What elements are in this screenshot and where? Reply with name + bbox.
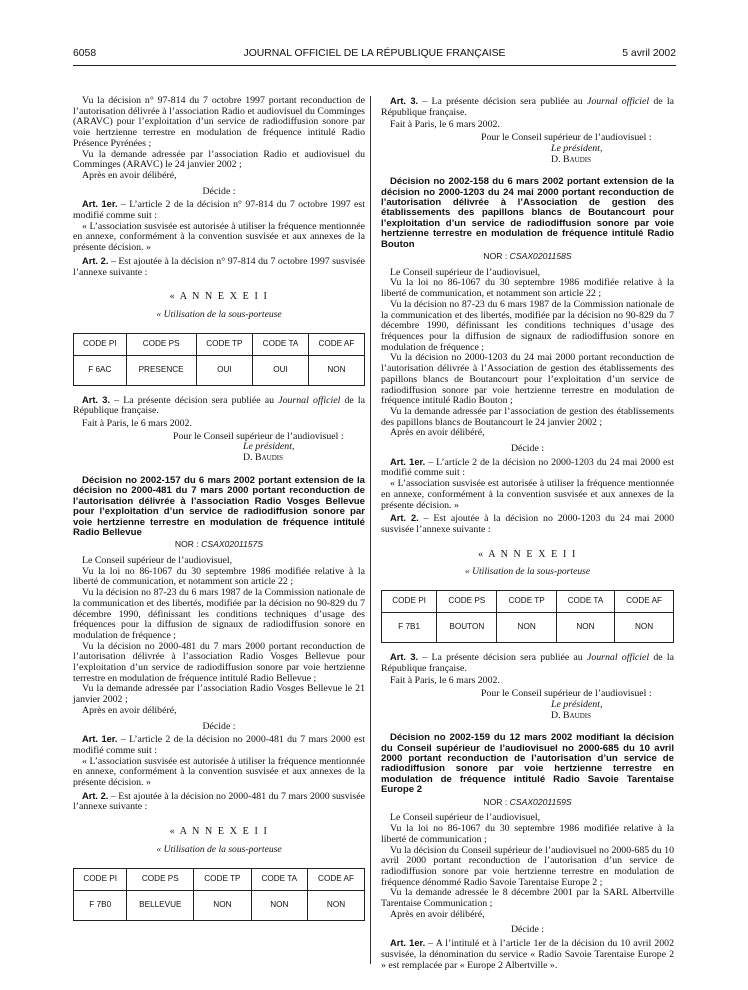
table-cell: NON xyxy=(308,355,364,385)
paragraph: Vu la demande adressée par l’association de gestion des établissements des papillons blancs de Boutancourt le 24 janvier 2002 ; xyxy=(381,405,674,428)
table-cell: OUI xyxy=(253,355,309,385)
table-cell: NON xyxy=(308,890,365,920)
decide-heading: Décide : xyxy=(510,443,545,455)
article-3 xyxy=(381,96,674,118)
done-at: Fait à Paris, le 6 mars 2002. xyxy=(82,418,192,430)
signature-line: Pour le Conseil supérieur de l’audiovisuel : xyxy=(173,430,344,442)
table-cell: F 7B1 xyxy=(382,613,437,643)
article-text: – Est ajoutée à la décision no 2000-481 du 7 mars 2000 susvisée l’annexe suivante : xyxy=(73,790,365,813)
table-cell: F 6AC xyxy=(74,355,127,385)
column-divider xyxy=(370,96,371,964)
nor-reference xyxy=(73,539,365,550)
signature-line: Pour le Conseil supérieur de l’audiovisuel : xyxy=(481,688,652,700)
article-2 xyxy=(381,513,674,535)
table-cell: F 7B0 xyxy=(74,890,127,920)
article-text: de la République française. xyxy=(381,96,674,118)
header-rule xyxy=(73,65,676,66)
signature-name: D. Baudis xyxy=(551,709,591,721)
decision-title: Décision no 2002-158 du 6 mars 2002 portant extension de la décision no 2000-1203 du 24 mai 2000 portant reconduction de l’autorisation délivrée à l’Association de gestion des établissements des papillons blancs de Boutancourt pour l’exploitation d’un service de radiodiffusion sonore par voie hertzienne terrestre en modulation de fréquence intitulé Radio Bouton xyxy=(381,176,674,250)
article-quote: « L’association susvisée est autorisée à utiliser la fréquence mentionnée en annexe, conformément à la convention susvisée et aux annexes de la présente décision. » xyxy=(73,755,365,789)
signature-title xyxy=(381,144,674,155)
table-header-row xyxy=(382,591,674,613)
table-header: CODE TA xyxy=(253,333,309,355)
table-header: CODE PS xyxy=(437,591,497,613)
article-label: Art. 2. xyxy=(390,513,419,524)
table-header: CODE TP xyxy=(196,333,253,355)
article-label: Art. 3. xyxy=(390,96,419,106)
article-3 xyxy=(73,395,365,417)
article-text: – La présente décision sera publiée au xyxy=(418,96,587,107)
paragraph: Vu la décision no 87-23 du 6 mars 1987 de la Commission nationale de la communication et des libertés, modifiée par la décision no 90-829 du 7 décembre 1990, définissant les conditions techniques d’usage des fréquences pour la diffusion de signaux de radiodiffusion sonore en modulation de fréquence ; xyxy=(73,587,365,641)
paragraph: Après en avoir délibéré, xyxy=(390,427,485,439)
paragraph: Vu la décision n° 97-814 du 7 octobre 1997 portant reconduction de l’autorisation délivrée à l’association Radio et audiovisuel du Comminges (ARAVC) pour l’exploitation d’un service de radiodiffusion sonore par voie hertzienne terrestre en modulation de fréquence intitulé Radio Présence Pyrénées ; xyxy=(73,95,365,149)
article-2 xyxy=(73,791,365,813)
annexe-title: « A N N E X E I I xyxy=(169,826,269,838)
article-1 xyxy=(381,457,674,479)
article-label: Art. 3. xyxy=(82,394,111,405)
signature-name: D. Baudis xyxy=(551,153,591,165)
article-text: – L’article 2 de la décision no 2000-481 du 7 mars 2000 est modifié comme suit : xyxy=(73,734,365,756)
paragraph: Après en avoir délibéré, xyxy=(390,908,485,920)
article-text: – Est ajoutée à la décision n° 97-814 du 7 octobre 1997 susvisée l’annexe suivante : xyxy=(73,255,365,278)
nor-label: NOR : xyxy=(483,251,510,262)
decision-title: Décision no 2002-157 du 6 mars 2002 portant extension de la décision no 2000-481 du 7 mars 2000 portant reconduction de l’autorisation délivrée à l’association Radio Vosges Bellevue pour l’exploitation d’un service de radiodiffusion sonore par voie hertzienne terrestre en modulation de fréquence intitulé Radio Bellevue xyxy=(73,474,365,538)
journal-name: Journal officiel xyxy=(586,652,650,664)
table-header-row xyxy=(74,333,365,355)
article-1 xyxy=(381,938,674,971)
table-cell: NON xyxy=(615,613,674,643)
paragraph: Vu la décision du Conseil supérieur de l’audiovisuel no 2000-685 du 10 avril 2000 portant reconduction de l’autorisation d’un service de radiodiffusion sonore par voie hertzienne terrestre en modulation de fréquence dénommé Radio Savoie Tarentaise Europe 2 ; xyxy=(381,844,674,888)
article-3 xyxy=(381,652,674,674)
article-label: Art. 2. xyxy=(82,790,109,801)
annexe-subtitle: « Utilisation de la sous-porteuse xyxy=(156,843,282,855)
table-header: CODE AF xyxy=(615,591,674,613)
table-header: CODE TA xyxy=(556,591,614,613)
article-label: Art. 2. xyxy=(82,255,109,266)
article-text: de la République française. xyxy=(73,394,365,417)
table-cell: NON xyxy=(194,890,251,920)
decide-heading: Décide : xyxy=(202,185,236,197)
signature-title xyxy=(73,442,365,453)
article-text: – Est ajoutée à la décision no 2000-1203 du 24 mai 2000 susvisée l’annexe suivante : xyxy=(381,513,674,535)
decision-title: Décision no 2002-159 du 12 mars 2002 modifiant la décision du Conseil supérieur de l’audiovisuel no 2000-685 du 10 avril 2000 portant reconduction de l’autorisation d’un service de radiodiffusion sonore par voie hertzienne terrestre en modulation de fréquence intitulé Radio Savoie Tarentaise Europe 2 xyxy=(381,732,674,796)
journal-name: Journal officiel xyxy=(278,394,341,406)
table-cell: NON xyxy=(556,613,614,643)
article-label: Art. 1er. xyxy=(82,199,118,210)
nor-label: NOR : xyxy=(174,539,202,550)
nor-code: CSAX0201157S xyxy=(201,539,264,550)
article-label: Art. 1er. xyxy=(390,938,426,949)
paragraph: Après en avoir délibéré, xyxy=(82,704,177,716)
paragraph: Vu la décision no 87-23 du 6 mars 1987 de la Commission nationale de la communication et des libertés, modifiée par la décision no 90-829 du 7 décembre 1990, définissant les conditions techniques d’usage des fréquences pour la diffusion de signaux de radiodiffusion sonore en modulation de fréquence ; xyxy=(381,298,674,353)
table-header: CODE TP xyxy=(497,591,556,613)
article-1 xyxy=(73,199,365,221)
subcarrier-table xyxy=(73,868,365,921)
table-header: CODE TA xyxy=(251,868,307,890)
article-quote: « L’association susvisée est autorisée à utiliser la fréquence mentionnée en annexe, conformément à la convention susvisée et aux annexes de la présente décision. » xyxy=(381,478,674,511)
article-text: – La présente décision sera publiée au xyxy=(418,652,587,664)
table-header-row xyxy=(74,868,365,890)
annexe-title: « A N N E X E I I xyxy=(169,291,269,303)
subcarrier-table xyxy=(73,333,365,386)
nor-reference xyxy=(381,251,674,262)
signature-name: D. Baudis xyxy=(243,452,283,464)
paragraph: Vu la loi no 86-1067 du 30 septembre 1986 modifiée relative à la liberté de communication, et notamment son article 22 ; xyxy=(381,277,674,300)
running-header xyxy=(73,48,676,64)
decide-heading: Décide : xyxy=(202,720,236,732)
paragraph: Après en avoir délibéré, xyxy=(82,169,177,181)
signature-role: Le président, xyxy=(243,441,295,453)
table-cell: NON xyxy=(497,613,556,643)
table-cell: OUI xyxy=(196,355,253,385)
table-header: CODE PS xyxy=(126,333,196,355)
journal-title: JOURNAL OFFICIEL DE LA RÉPUBLIQUE FRANÇAISE xyxy=(243,48,506,59)
article-2 xyxy=(73,256,365,278)
issue-date: 5 avril 2002 xyxy=(622,48,676,59)
table-header: CODE AF xyxy=(308,333,364,355)
table-header: CODE PI xyxy=(74,868,127,890)
paragraph: Le Conseil supérieur de l’audiovisuel, xyxy=(390,266,541,278)
paragraph: Vu la loi no 86-1067 du 30 septembre 1986 modifiée relative à la liberté de communication, et notamment son article 22 ; xyxy=(73,565,365,588)
article-text: de la République française. xyxy=(381,652,674,674)
table-cell: BELLEVUE xyxy=(127,890,194,920)
paragraph: Vu la loi no 86-1067 du 30 septembre 1986 modifiée relative à la liberté de communication ; xyxy=(381,823,674,845)
signature-role: Le président, xyxy=(551,698,603,710)
table-header: CODE PI xyxy=(382,591,437,613)
article-text: – A l’intitulé et à l’article 1er de la décision du 10 avril 2002 susvisée, la dénomination du service « Radio Savoie Tarentaise Europe 2 » est remplacée par « Europe 2 Albertville ». xyxy=(381,938,674,971)
article-label: Art. 1er. xyxy=(82,734,118,745)
decide-heading: Décide : xyxy=(510,924,545,936)
paragraph: Vu la décision no 2000-481 du 7 mars 2000 portant reconduction de l’autorisation délivrée à l’association Radio Vosges Bellevue pour l’exploitation d’un service de radiodiffusion sonore par voie hertzienne terrestre en modulation de fréquence intitulé Radio Bellevue ; xyxy=(73,640,365,684)
journal-name: Journal officiel xyxy=(586,96,650,107)
signature-line: Pour le Conseil supérieur de l’audiovisuel : xyxy=(481,132,652,144)
done-at: Fait à Paris, le 6 mars 2002. xyxy=(390,119,500,131)
article-label: Art. 1er. xyxy=(390,456,426,467)
done-at: Fait à Paris, le 6 mars 2002. xyxy=(390,675,500,687)
table-cell: BOUTON xyxy=(437,613,497,643)
article-label: Art. 3. xyxy=(390,652,419,663)
nor-code: CSAX0201159S xyxy=(509,796,572,807)
table-row xyxy=(382,613,674,643)
table-row xyxy=(74,355,365,385)
annexe-subtitle: « Utilisation de la sous-porteuse xyxy=(156,308,282,320)
nor-label: NOR : xyxy=(483,796,510,807)
left-column xyxy=(73,96,365,930)
paragraph: Vu la décision no 2000-1203 du 24 mai 2000 portant reconduction de l’autorisation délivrée à l’Association de gestion des établissements des papillons blancs de Boutancourt pour l’exploitation d’un service de radiodiffusion sonore par voie hertzienne terrestre en modulation de fréquence intitulé Radio Bouton ; xyxy=(381,352,674,407)
nor-code: CSAX0201158S xyxy=(509,251,572,262)
table-header: CODE TP xyxy=(194,868,251,890)
annexe-title: « A N N E X E I I xyxy=(478,548,577,560)
table-header: CODE PS xyxy=(127,868,194,890)
subcarrier-table xyxy=(381,590,674,643)
paragraph: Vu la demande adressée le 8 décembre 2001 par la SARL Albertville Tarentaise Communication ; xyxy=(381,887,674,910)
article-text: – L’article 2 de la décision no 2000-1203 du 24 mai 2000 est modifié comme suit : xyxy=(381,456,674,479)
table-header: CODE PI xyxy=(74,333,127,355)
page-number: 6058 xyxy=(73,48,97,59)
paragraph: Vu la demande adressée par l’association Radio et audiovisuel du Comminges (ARAVC) le 24 janvier 2002 ; xyxy=(73,148,365,171)
article-1 xyxy=(73,734,365,756)
article-quote: « L’association susvisée est autorisée à utiliser la fréquence mentionnée en annexe, conformément à la convention susvisée et aux annexes de la présente décision. » xyxy=(73,220,365,254)
table-row xyxy=(74,890,365,920)
paragraph: Vu la demande adressée par l’association Radio Vosges Bellevue le 21 janvier 2002 ; xyxy=(73,683,365,706)
annexe-subtitle: « Utilisation de la sous-porteuse xyxy=(464,566,591,578)
right-column xyxy=(381,96,674,971)
signature-title xyxy=(381,700,674,711)
article-text: – La présente décision sera publiée au xyxy=(110,394,279,406)
nor-reference xyxy=(381,797,674,808)
table-header: CODE AF xyxy=(308,868,365,890)
table-cell: PRESENCE xyxy=(126,355,196,385)
table-cell: NON xyxy=(251,890,307,920)
paragraph: Le Conseil supérieur de l’audiovisuel, xyxy=(82,555,233,567)
article-text: – L’article 2 de la décision n° 97-814 du 7 octobre 1997 est modifié comme suit : xyxy=(73,199,365,222)
signature-role: Le président, xyxy=(551,142,603,154)
paragraph: Le Conseil supérieur de l’audiovisuel, xyxy=(390,812,541,824)
